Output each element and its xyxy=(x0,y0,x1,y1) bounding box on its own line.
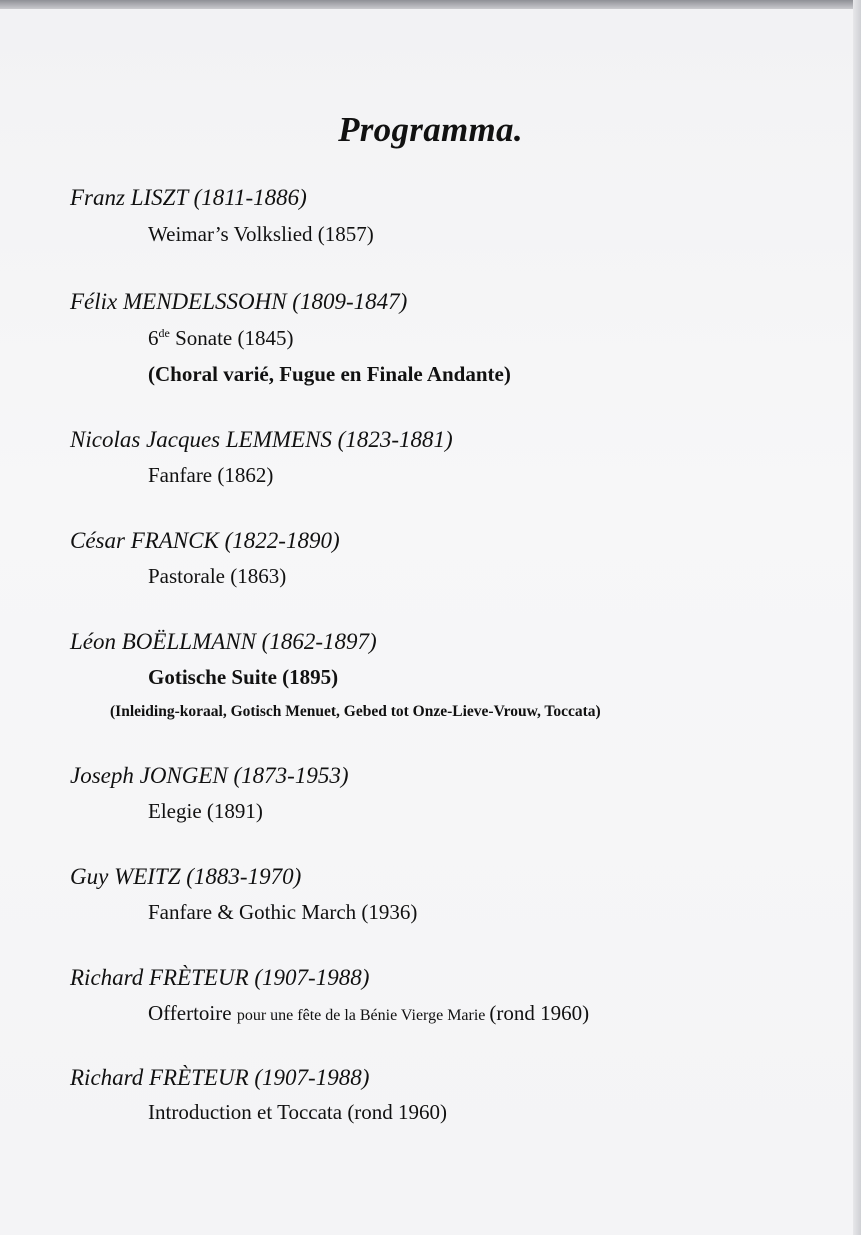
work-title: Fanfare & Gothic March (1936) xyxy=(148,900,418,924)
composer-name: Léon BOËLLMANN (1862-1897) xyxy=(70,629,377,654)
work-date: (rond 1960) xyxy=(489,1001,590,1025)
work-title xyxy=(148,1001,589,1026)
composer-name: Joseph JONGEN (1873-1953) xyxy=(70,763,349,788)
work-movements: (Inleiding-koraal, Gotisch Menuet, Gebed tot Onze-Lieve-Vrouw, Toccata) xyxy=(110,703,601,720)
composer-name: Félix MENDELSSOHN (1809-1847) xyxy=(70,289,408,314)
work-title: Pastorale (1863) xyxy=(148,564,287,588)
work-number: 6 xyxy=(148,326,159,350)
work-title-rest: Sonate (1845) xyxy=(169,326,294,350)
top-edge-shadow xyxy=(0,0,861,9)
work-title: Gotische Suite (1895) xyxy=(148,665,339,689)
work-dedication: pour une fête de la Bénie Vierge Marie xyxy=(236,1007,490,1024)
composer-name: Franz LISZT (1811-1886) xyxy=(70,185,307,210)
work-title xyxy=(148,326,293,351)
work-title: Fanfare (1862) xyxy=(148,463,274,487)
work-ordinal-suffix: de xyxy=(158,326,170,340)
composer-name: César FRANCK (1822-1890) xyxy=(70,528,340,553)
right-edge-shadow xyxy=(853,0,861,1235)
composer-name: Richard FRÈTEUR (1907-1988) xyxy=(70,1065,370,1090)
work-title: Weimar’s Volkslied (1857) xyxy=(148,222,374,246)
work-title: Introduction et Toccata (rond 1960) xyxy=(148,1100,448,1124)
work-title-main: Offertoire xyxy=(148,1001,237,1025)
work-movements: (Choral varié, Fugue en Finale Andante) xyxy=(148,362,511,386)
page-title: Programma. xyxy=(338,110,523,149)
composer-name: Richard FRÈTEUR (1907-1988) xyxy=(70,965,370,990)
composer-name: Guy WEITZ (1883-1970) xyxy=(70,864,302,889)
work-title: Elegie (1891) xyxy=(148,799,263,823)
composer-name: Nicolas Jacques LEMMENS (1823-1881) xyxy=(70,427,453,452)
